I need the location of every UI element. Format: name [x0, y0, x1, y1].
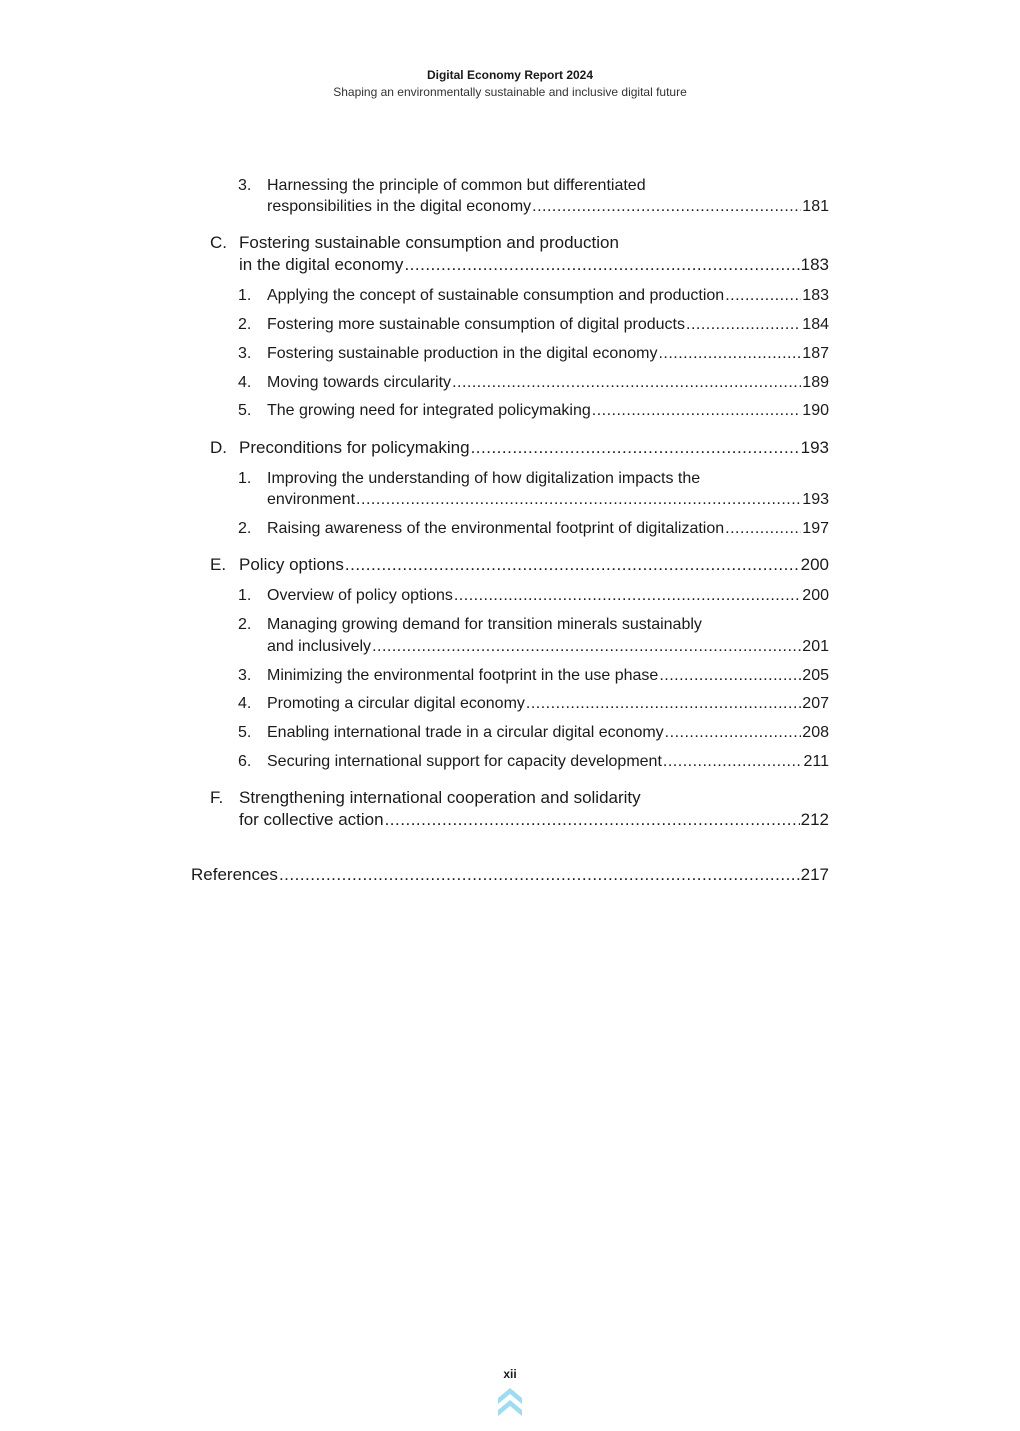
toc-entry-e1[interactable] [238, 585, 829, 607]
toc-section-f-line1[interactable] [210, 787, 641, 809]
toc-entry-label: 1. [238, 470, 252, 487]
dot-leader [532, 196, 801, 218]
dot-leader [659, 665, 801, 687]
toc-section-text: Fostering sustainable consumption and production [239, 233, 619, 252]
toc-section-label: E. [210, 555, 227, 574]
dot-leader [665, 722, 802, 744]
toc-entry-text: Moving towards circularity [267, 374, 452, 391]
toc-section-f[interactable] [239, 809, 829, 831]
toc-entry-text: environment [267, 491, 356, 508]
toc-section-e[interactable] [210, 554, 829, 576]
toc-entry-text: Overview of policy options [267, 587, 453, 604]
toc-entry-c5[interactable] [238, 400, 829, 422]
toc-entry-text: Improving the understanding of how digitalization impacts the [267, 470, 701, 487]
toc-section-d[interactable] [210, 437, 829, 459]
toc-page-number: 200 [802, 587, 829, 604]
toc-entry-text: Fostering more sustainable consumption of digital products [267, 316, 685, 333]
dot-leader [345, 554, 800, 576]
running-header [0, 67, 1020, 101]
toc-entry-label: 3. [238, 667, 252, 684]
toc-page-number: 190 [802, 402, 829, 419]
toc-page-number: 212 [800, 810, 829, 829]
toc-page-number: 208 [802, 724, 829, 741]
toc-entry-label: 6. [238, 753, 252, 770]
dot-leader [663, 751, 803, 773]
toc-page-number: 193 [800, 438, 829, 457]
toc-entry-e3[interactable] [238, 665, 829, 687]
toc-section-text: in the digital economy [239, 255, 404, 274]
toc-entry-label: 1. [238, 587, 252, 604]
toc-entry-text: Securing international support for capacity development [267, 753, 662, 770]
dot-leader [404, 254, 799, 276]
toc-entry-d1[interactable] [267, 489, 829, 511]
toc-entry-c3[interactable] [238, 343, 829, 365]
toc-page-number: 183 [800, 255, 829, 274]
dot-leader [725, 285, 801, 307]
toc-entry-text: The growing need for integrated policymaking [267, 402, 591, 419]
dot-leader [526, 693, 801, 715]
double-chevron-up-icon [498, 1388, 522, 1418]
toc-page-number: 193 [802, 491, 829, 508]
toc-entry-label: 3. [238, 177, 252, 194]
toc-references[interactable] [191, 864, 829, 886]
dot-leader [356, 489, 801, 511]
toc-section-text: Preconditions for policymaking [239, 438, 470, 457]
dot-leader [452, 372, 801, 394]
toc-page-number: 201 [802, 638, 829, 655]
page-number: xii [503, 1367, 517, 1381]
toc-section-c-line1[interactable] [210, 232, 619, 254]
toc-page-number: 184 [802, 316, 829, 333]
toc-entry-text: Fostering sustainable production in the digital economy [267, 345, 658, 362]
toc-page-number: 197 [802, 520, 829, 537]
toc-section-label: D. [210, 438, 227, 457]
toc-entry-text: Raising awareness of the environmental footprint of digitalization [267, 520, 725, 537]
dot-leader [471, 437, 800, 459]
toc-section-text: Policy options [239, 555, 344, 574]
toc-entry-text: Harnessing the principle of common but differentiated [267, 177, 646, 194]
toc-section-text: Strengthening international cooperation and solidarity [239, 788, 641, 807]
toc-section-text: for collective action [239, 810, 384, 829]
toc-section-c[interactable] [239, 254, 829, 276]
toc-entry-text: Enabling international trade in a circular digital economy [267, 724, 664, 741]
dot-leader [592, 400, 802, 422]
report-title: Digital Economy Report 2024 [426, 68, 594, 82]
page-footer [0, 1367, 1020, 1381]
toc-entry-c2[interactable] [238, 314, 829, 336]
dot-leader [725, 518, 801, 540]
toc-section-label: C. [210, 233, 227, 252]
toc-entry-label: 5. [238, 724, 252, 741]
toc-entry-text: responsibilities in the digital economy [267, 198, 532, 215]
report-subtitle: Shaping an environmentally sustainable and inclusive digital future [333, 85, 687, 99]
toc-entry-c1[interactable] [238, 285, 829, 307]
dot-leader [658, 343, 801, 365]
toc-entry-b3[interactable] [267, 196, 829, 218]
dot-leader [686, 314, 801, 336]
toc-entry-label: 2. [238, 520, 252, 537]
toc-page-number: 189 [802, 374, 829, 391]
toc-page-number: 205 [802, 667, 829, 684]
toc-entry-label: 5. [238, 402, 252, 419]
toc-entry-text: Promoting a circular digital economy [267, 695, 525, 712]
toc-section-label: F. [210, 788, 224, 807]
toc-entry-label: 1. [238, 287, 252, 304]
toc-page-number: 207 [802, 695, 829, 712]
toc-entry-c4[interactable] [238, 372, 829, 394]
toc-entry-label: 4. [238, 374, 252, 391]
toc-entry-e2-line1[interactable] [238, 614, 702, 636]
toc-entry-text: Applying the concept of sustainable consumption and production [267, 287, 725, 304]
toc-entry-label: 4. [238, 695, 252, 712]
toc-references-text: References [191, 865, 278, 884]
toc-entry-d2[interactable] [238, 518, 829, 540]
toc-entry-e4[interactable] [238, 693, 829, 715]
toc-entry-d1-line1[interactable] [238, 468, 701, 490]
toc-entry-text: Managing growing demand for transition minerals sustainably [267, 616, 702, 633]
toc-entry-label: 2. [238, 616, 252, 633]
dot-leader [279, 864, 800, 886]
toc-entry-label: 2. [238, 316, 252, 333]
toc-entry-label: 3. [238, 345, 252, 362]
dot-leader [454, 585, 801, 607]
toc-page-number: 187 [802, 345, 829, 362]
dot-leader [385, 809, 800, 831]
toc-page-number: 200 [800, 555, 829, 574]
toc-entry-text: and inclusively [267, 638, 372, 655]
toc-entry-text: Minimizing the environmental footprint in the use phase [267, 667, 659, 684]
toc-entry-e6[interactable] [238, 751, 829, 773]
toc-page-number: 183 [802, 287, 829, 304]
toc-entry-b3-line1[interactable] [238, 175, 646, 197]
toc-entry-e2[interactable] [267, 636, 829, 658]
toc-entry-e5[interactable] [238, 722, 829, 744]
dot-leader [372, 636, 801, 658]
toc-page-number: 217 [800, 865, 829, 884]
toc-page-number: 211 [803, 753, 829, 770]
toc-page-number: 181 [802, 198, 829, 215]
